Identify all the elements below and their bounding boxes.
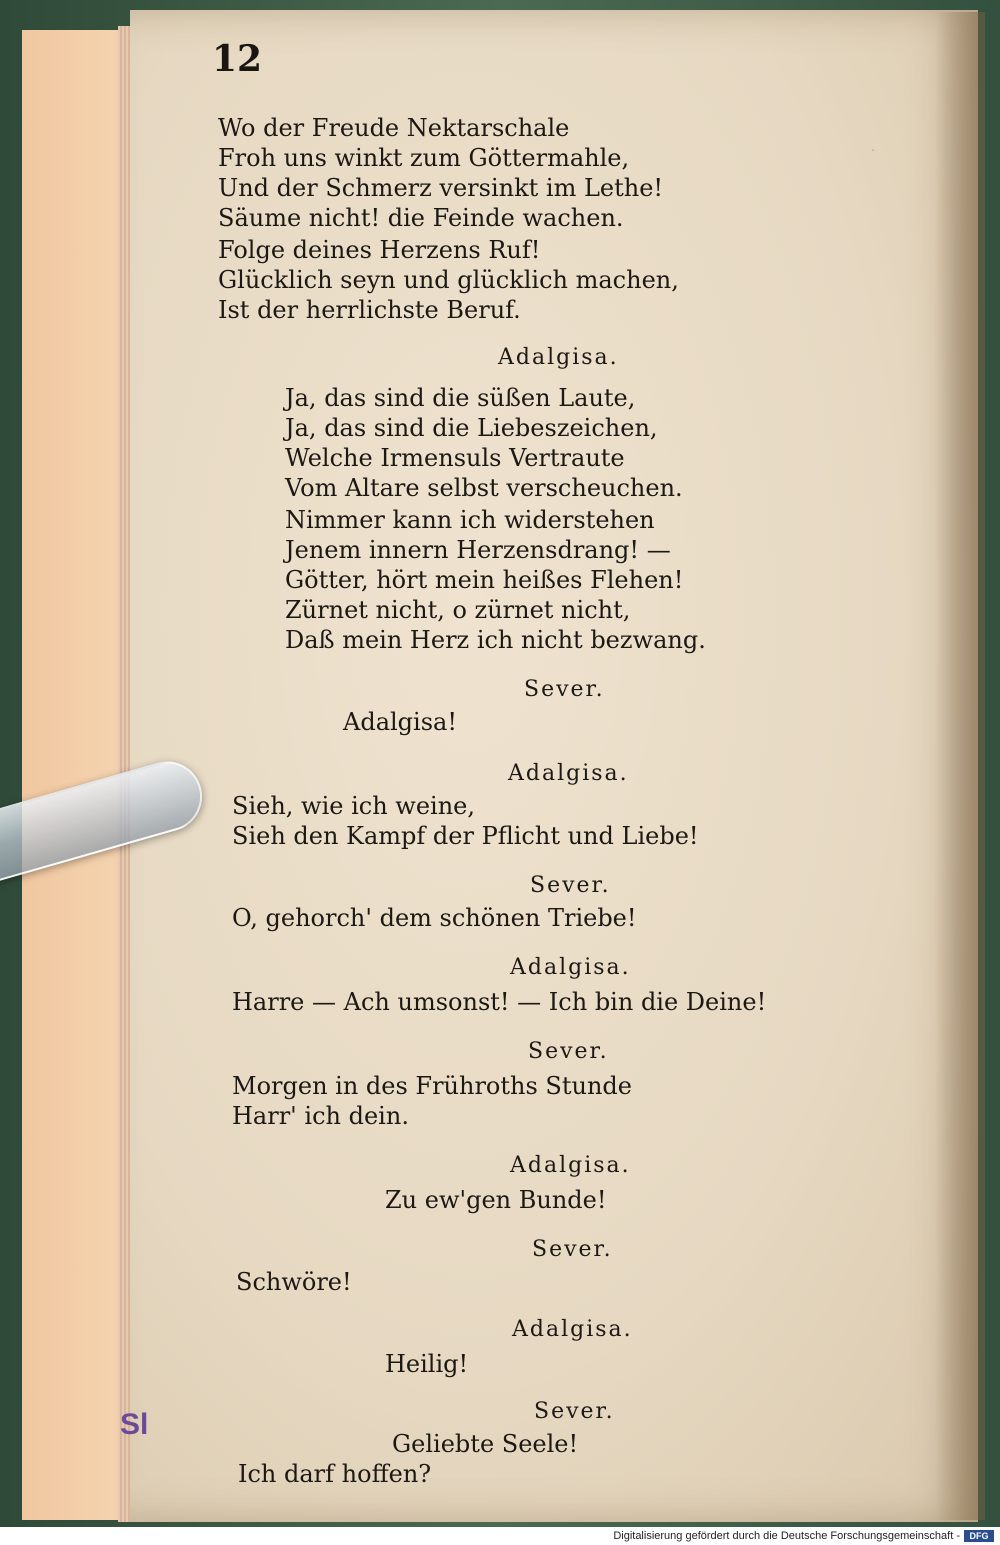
speaker-name: Adalgisa. bbox=[510, 955, 631, 980]
bleed-through-text: . bbox=[870, 134, 877, 156]
verse-line: Ja, das sind die Liebeszeichen, bbox=[285, 414, 658, 442]
verse-line: Und der Schmerz versinkt im Lethe! bbox=[218, 174, 664, 202]
verse-line: Vom Altare selbst verscheuchen. bbox=[285, 474, 683, 502]
speaker-name: Sever. bbox=[524, 677, 605, 702]
verse-line: Glücklich seyn und glücklich machen, bbox=[218, 266, 679, 294]
verse-line: Folge deines Herzens Ruf! bbox=[218, 236, 541, 264]
speaker-name: Sever. bbox=[532, 1237, 613, 1262]
speaker-name: Adalgisa. bbox=[508, 761, 629, 786]
verse-line: Wo der Freude Nektarschale bbox=[218, 114, 570, 142]
verse-line: Harr' ich dein. bbox=[232, 1102, 409, 1130]
verse-line: Welche Irmensuls Vertraute bbox=[285, 444, 625, 472]
verse-line: Geliebte Seele! bbox=[392, 1430, 579, 1458]
verse-line: Ist der herrlichste Beruf. bbox=[218, 296, 521, 324]
verse-line: Nimmer kann ich widerstehen bbox=[285, 506, 655, 534]
speaker-name: Sever. bbox=[534, 1399, 615, 1424]
page-gutter-shadow bbox=[935, 12, 985, 1520]
verse-line: Daß mein Herz ich nicht bezwang. bbox=[285, 626, 706, 654]
verse-line: Heilig! bbox=[385, 1350, 469, 1378]
verse-line: Schwöre! bbox=[236, 1268, 352, 1296]
verse-line: Zürnet nicht, o zürnet nicht, bbox=[285, 596, 631, 624]
verse-line: Ich darf hoffen? bbox=[238, 1460, 432, 1488]
funding-credit: Digitalisierung gefördert durch die Deutsche Forschungsgemeinschaft - bbox=[613, 1530, 960, 1542]
verse-line: Ja, das sind die süßen Laute, bbox=[285, 384, 636, 412]
verse-line: Adalgisa! bbox=[343, 708, 457, 736]
verse-line: Zu ew'gen Bunde! bbox=[385, 1186, 607, 1214]
verse-line: Säume nicht! die Feinde wachen. bbox=[218, 204, 624, 232]
speaker-name: Adalgisa. bbox=[512, 1317, 633, 1342]
verse-line: O, gehorch' dem schönen Triebe! bbox=[232, 904, 637, 932]
speaker-name: Sever. bbox=[530, 873, 611, 898]
library-stamp: Sl bbox=[120, 1408, 149, 1441]
footer-bar bbox=[0, 1527, 1000, 1545]
verse-line: Sieh, wie ich weine, bbox=[232, 792, 475, 820]
verse-line: Froh uns winkt zum Göttermahle, bbox=[218, 144, 630, 172]
page-number: 12 bbox=[212, 38, 263, 80]
speaker-name: Adalgisa. bbox=[510, 1153, 631, 1178]
verse-line: Sieh den Kampf der Pflicht und Liebe! bbox=[232, 822, 699, 850]
dfg-logo: DFG bbox=[964, 1530, 994, 1542]
speaker-name: Sever. bbox=[528, 1039, 609, 1064]
verse-line: Jenem innern Herzensdrang! — bbox=[285, 536, 671, 564]
verse-line: Morgen in des Frühroths Stunde bbox=[232, 1072, 632, 1100]
verse-line: Götter, hört mein heißes Flehen! bbox=[285, 566, 684, 594]
speaker-name: Adalgisa. bbox=[498, 345, 619, 370]
verse-line: Harre — Ach umsonst! — Ich bin die Deine! bbox=[232, 988, 767, 1016]
